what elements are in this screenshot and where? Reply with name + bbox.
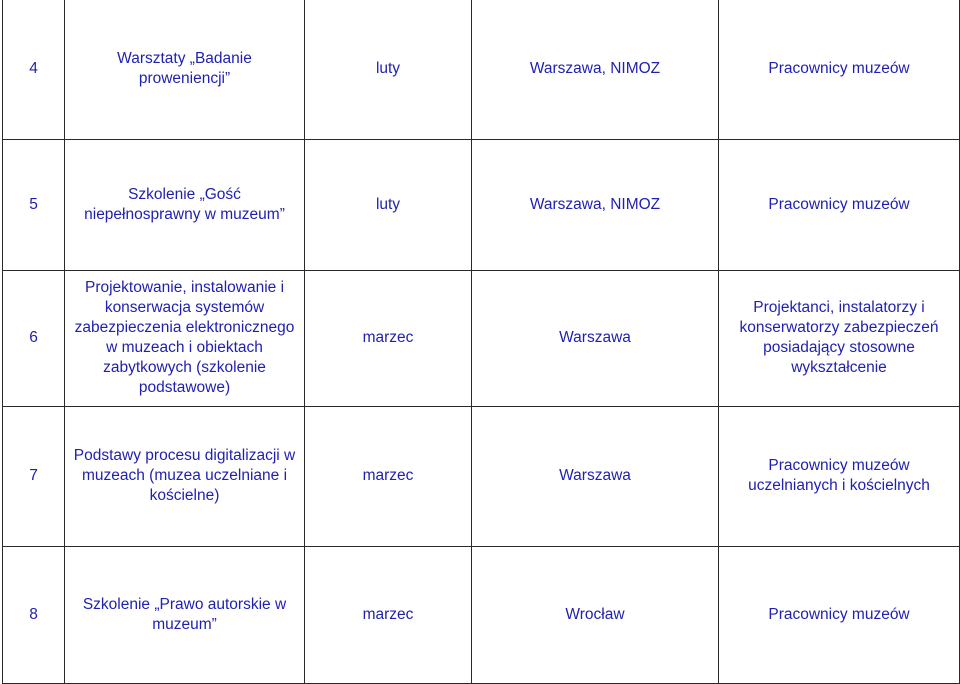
table-row	[3, 0, 960, 139]
training-location: Warszawa, NIMOZ	[472, 139, 719, 270]
training-location: Warszawa	[472, 406, 719, 546]
table-row	[3, 546, 960, 683]
row-number: 6	[3, 270, 65, 406]
row-number: 5	[3, 139, 65, 270]
table-row	[3, 139, 960, 270]
table-row	[3, 406, 960, 546]
row-number: 4	[3, 0, 65, 139]
training-audience: Pracownicy muzeów	[719, 546, 960, 683]
training-month: marzec	[305, 270, 472, 406]
training-audience: Pracownicy muzeów uczelnianych i kościelnych	[719, 406, 960, 546]
training-month: luty	[305, 139, 472, 270]
training-schedule-table	[2, 0, 960, 684]
table-row	[3, 270, 960, 406]
training-title: Projektowanie, instalowanie i konserwacja systemów zabezpieczenia elektronicznego w muzeach i obiektach zabytkowych (szkolenie podstawowe)	[65, 270, 305, 406]
training-title: Warsztaty „Badanie proweniencji”	[65, 0, 305, 139]
training-month: luty	[305, 0, 472, 139]
training-title: Szkolenie „Prawo autorskie w muzeum”	[65, 546, 305, 683]
training-month: marzec	[305, 546, 472, 683]
training-audience: Pracownicy muzeów	[719, 139, 960, 270]
training-audience: Projektanci, instalatorzy i konserwatorzy zabezpieczeń posiadający stosowne wykształcenie	[719, 270, 960, 406]
training-location: Warszawa	[472, 270, 719, 406]
row-number: 7	[3, 406, 65, 546]
training-title: Podstawy procesu digitalizacji w muzeach (muzea uczelniane i kościelne)	[65, 406, 305, 546]
training-audience: Pracownicy muzeów	[719, 0, 960, 139]
training-location: Wrocław	[472, 546, 719, 683]
row-number: 8	[3, 546, 65, 683]
training-title: Szkolenie „Gość niepełnosprawny w muzeum”	[65, 139, 305, 270]
training-month: marzec	[305, 406, 472, 546]
training-location: Warszawa, NIMOZ	[472, 0, 719, 139]
